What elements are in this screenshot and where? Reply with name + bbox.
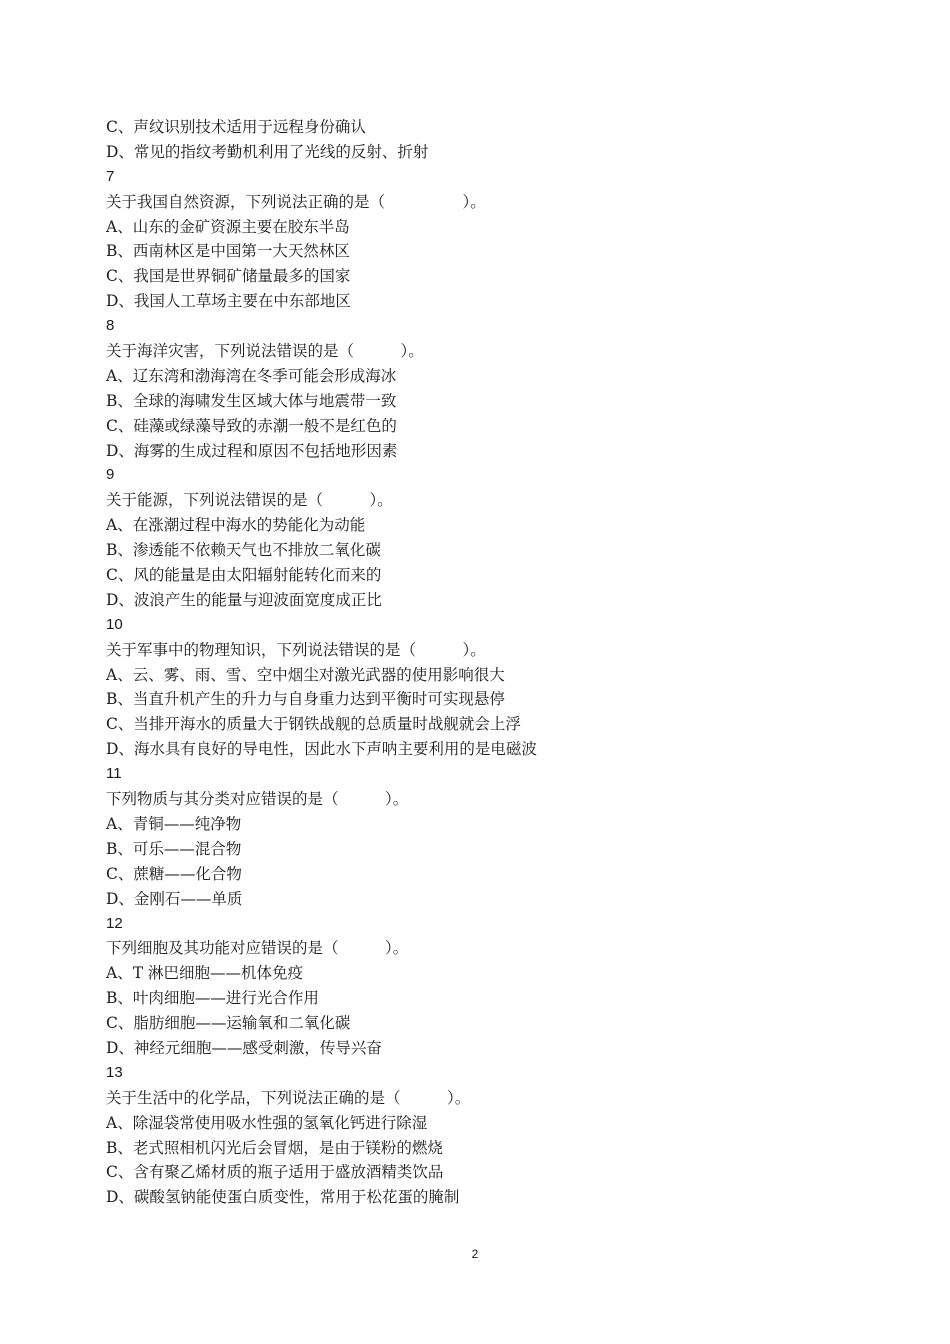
option-line: D、金刚石——单质 <box>106 889 243 908</box>
option-line: B、可乐——混合物 <box>106 839 242 858</box>
option-line: C、蔗糖——化合物 <box>106 864 242 883</box>
option-line: B、全球的海啸发生区域大体与地震带一致 <box>106 391 397 410</box>
option-line: C、声纹识别技术适用于远程身份确认 <box>106 118 366 136</box>
question-stem: 关于军事中的物理知识，下列说法错误的是（ ）。 <box>106 640 486 659</box>
option-line: A、T 淋巴细胞——机体免疫 <box>106 964 303 983</box>
option-line: B、渗透能不依赖天气也不排放二氧化碳 <box>106 541 381 560</box>
option-line: D、碳酸氢钠能使蛋白质变性，常用于松花蛋的腌制 <box>106 1188 460 1207</box>
option-line: D、波浪产生的能量与迎波面宽度成正比 <box>106 590 382 609</box>
option-line: C、风的能量是由太阳辐射能转化而来的 <box>106 566 382 585</box>
question-stem: 下列物质与其分类对应错误的是（ ）。 <box>106 790 409 809</box>
option-line: D、海雾的生成过程和原因不包括地形因素 <box>106 441 398 460</box>
option-line: A、山东的金矿资源主要在胶东半岛 <box>106 217 350 236</box>
option-line: B、老式照相机闪光后会冒烟，是由于镁粉的燃烧 <box>106 1138 443 1157</box>
question-stem: 关于生活中的化学品，下列说法正确的是（ ）。 <box>106 1088 471 1107</box>
document-body <box>106 115 866 1210</box>
question-stem: 关于能源，下列说法错误的是（ ）。 <box>106 491 393 510</box>
option-line: D、我国人工草场主要在中东部地区 <box>106 292 351 311</box>
option-line: C、脂肪细胞——运输氧和二氧化碳 <box>106 1014 351 1033</box>
question-stem: 下列细胞及其功能对应错误的是（ ）。 <box>106 939 409 958</box>
question-number: 9 <box>106 466 115 484</box>
option-line: D、海水具有良好的导电性，因此水下声呐主要利用的是电磁波 <box>106 740 537 759</box>
question-stem: 关于我国自然资源，下列说法正确的是（ ）。 <box>106 192 486 211</box>
question-number: 11 <box>106 765 122 783</box>
option-line: A、在涨潮过程中海水的势能化为动能 <box>106 516 366 535</box>
option-line: A、青铜——纯净物 <box>106 814 242 833</box>
question-number: 8 <box>106 317 115 335</box>
page-number: 2 <box>471 1247 479 1261</box>
option-line: C、含有聚乙烯材质的瓶子适用于盛放酒精类饮品 <box>106 1163 444 1182</box>
question-number: 13 <box>106 1063 123 1081</box>
option-line: B、西南林区是中国第一大天然林区 <box>106 242 350 261</box>
option-line: A、云、雾、雨、雪、空中烟尘对激光武器的使用影响很大 <box>106 665 505 684</box>
question-stem: 关于海洋灾害，下列说法错误的是（ ）。 <box>106 342 424 361</box>
option-line: C、当排开海水的质量大于钢铁战舰的总质量时战舰就会上浮 <box>106 715 521 734</box>
option-line: A、辽东湾和渤海湾在冬季可能会形成海冰 <box>106 366 397 385</box>
option-line: C、我国是世界铜矿储量最多的国家 <box>106 267 351 286</box>
option-line: B、当直升机产生的升力与自身重力达到平衡时可实现悬停 <box>106 690 505 709</box>
option-line: B、叶肉细胞——进行光合作用 <box>106 989 319 1008</box>
question-number: 7 <box>106 167 115 185</box>
question-number: 12 <box>106 914 123 932</box>
option-line: D、神经元细胞——感受刺激，传导兴奋 <box>106 1038 382 1057</box>
option-line: D、常见的指纹考勤机利用了光线的反射、折射 <box>106 142 429 161</box>
option-line: A、除湿袋常使用吸水性强的氢氧化钙进行除湿 <box>106 1113 428 1132</box>
question-number: 10 <box>106 615 123 633</box>
option-line: C、硅藻或绿藻导致的赤潮一般不是红色的 <box>106 416 397 435</box>
